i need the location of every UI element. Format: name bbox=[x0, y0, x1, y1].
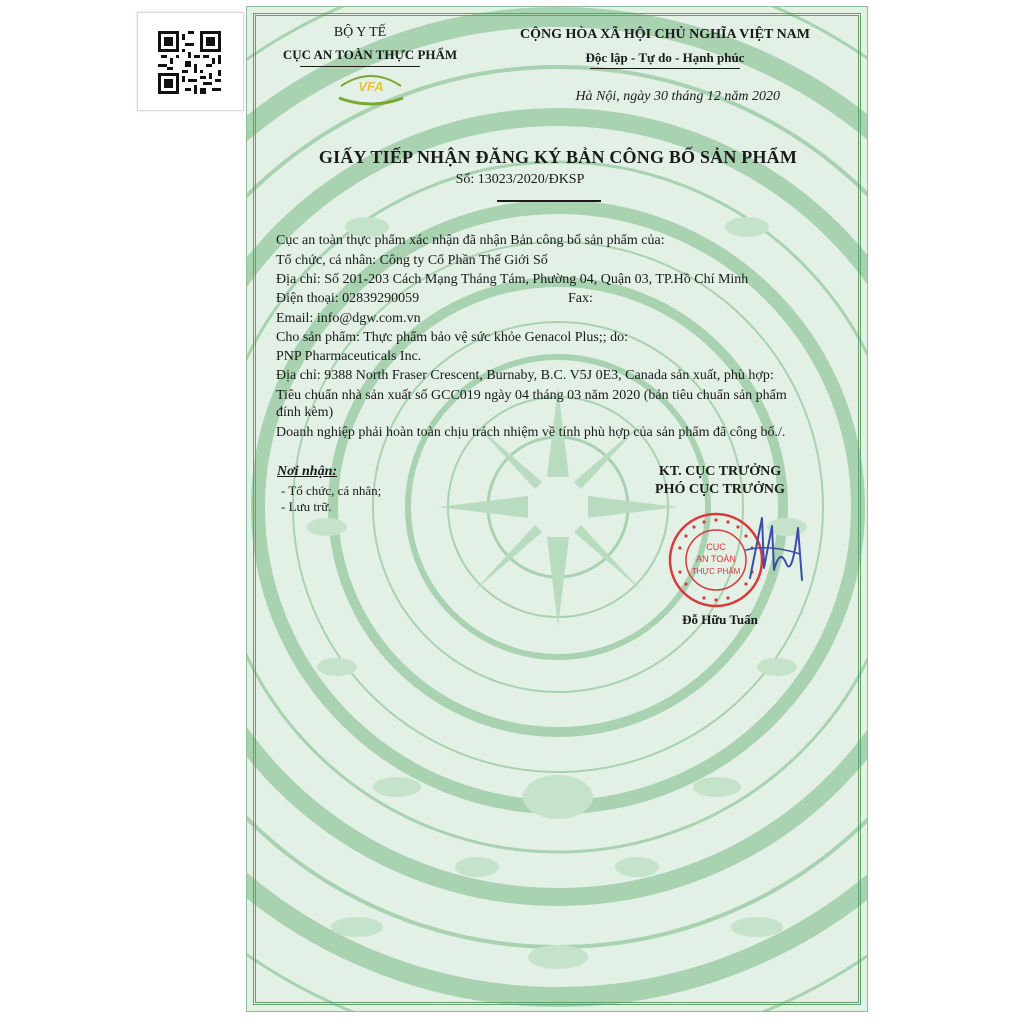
qr-code-card bbox=[137, 12, 244, 111]
signer-role-line-2: PHÓ CỤC TRƯỞNG bbox=[655, 482, 785, 497]
title-underline bbox=[497, 200, 601, 202]
national-motto: Độc lập - Tự do - Hạnh phúc bbox=[585, 50, 745, 65]
body-line-responsibility: Doanh nghiệp phải hoàn toàn chịu trách nhiệm về tính phù hợp của sản phẩm đã công bố./. bbox=[276, 425, 786, 440]
place-date: Hà Nội, ngày 30 tháng 12 năm 2020 bbox=[575, 89, 780, 104]
agency-name: CỤC AN TOÀN THỰC PHẨM bbox=[282, 47, 458, 62]
body-line-manufacturer-address: Địa chỉ: 9388 North Fraser Crescent, Burnaby, B.C. V5J 0E3, Canada sản xuất, phù hợp: bbox=[276, 368, 774, 383]
vfa-logo bbox=[335, 64, 407, 108]
signer-role-line-1: KT. CỤC TRƯỞNG bbox=[658, 464, 782, 479]
document-title: GIẤY TIẾP NHẬN ĐĂNG KÝ BẢN CÔNG BỐ SẢN PHẨM bbox=[318, 147, 798, 167]
document-number: Số: 13023/2020/ĐKSP bbox=[455, 172, 585, 187]
body-line-phone: Điện thoại: 02839290059 bbox=[276, 291, 420, 306]
republic-name: CỘNG HÒA XÃ HỘI CHỦ NGHĨA VIỆT NAM bbox=[519, 27, 810, 42]
motto-underline bbox=[590, 68, 740, 69]
stamp-text-2: AN TOÀN bbox=[696, 554, 736, 564]
body-line-standard-cont: đính kèm) bbox=[276, 405, 334, 420]
ministry-name: BỘ Y TẾ bbox=[333, 25, 387, 40]
body-line-email: Email: info@dgw.com.vn bbox=[276, 311, 421, 326]
body-line-address: Địa chỉ: Số 201-203 Cách Mạng Tháng Tám, Phường 04, Quận 03, TP.Hồ Chí Minh bbox=[276, 272, 749, 287]
body-line-standard: Tiêu chuẩn nhà sản xuất số GCC019 ngày 04 tháng 03 năm 2020 (bản tiêu chuẩn sản phẩm bbox=[276, 388, 787, 403]
body-line-product: Cho sản phẩm: Thực phẩm bảo vệ sức khỏe Genacol Plus;; do: bbox=[276, 330, 629, 345]
handwritten-signature bbox=[740, 508, 810, 588]
qr-code-icon bbox=[158, 31, 221, 94]
logo-text: VFA bbox=[358, 79, 384, 94]
body-line-manufacturer: PNP Pharmaceuticals Inc. bbox=[276, 349, 422, 364]
stamp-text-1: CỤC bbox=[706, 542, 726, 552]
recipients-title: Nơi nhận: bbox=[277, 464, 338, 479]
recipient-item: - Tổ chức, cá nhân; bbox=[281, 483, 382, 498]
body-line-organization: Tổ chức, cá nhân: Công ty Cổ Phần Thế Giới Số bbox=[276, 253, 548, 268]
recipient-item: - Lưu trữ. bbox=[281, 499, 332, 514]
stamp-text-3: THỰC PHẨM bbox=[691, 567, 741, 576]
body-line-fax: Fax: bbox=[568, 291, 593, 306]
body-line-intro: Cục an toàn thực phẩm xác nhận đã nhận Bản công bố sản phẩm của: bbox=[276, 233, 665, 248]
signer-name: Đỗ Hữu Tuấn bbox=[682, 612, 758, 627]
